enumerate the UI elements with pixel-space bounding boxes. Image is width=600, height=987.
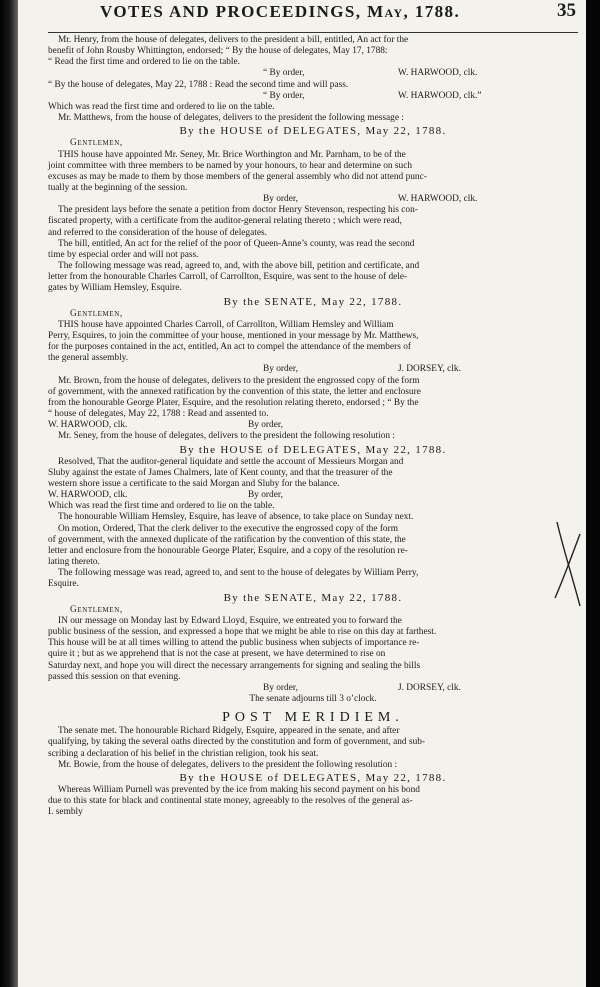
by-order-text: “ By order,	[263, 68, 305, 79]
text-line: Resolved, That the auditor-general liquidate and settle the account of Messieurs Morgan and	[58, 456, 404, 467]
text-line: Perry, Esquires, to join the committee of your house, mentioned in your message by Mr. Matthews,	[48, 331, 419, 342]
text-line: Which was read the first time and ordered to lie on the table.	[48, 101, 275, 112]
text-line: passed this session on that evening.	[48, 671, 181, 682]
salutation: Gentlemen,	[70, 604, 123, 615]
text-line: The following message was read, agreed to, and, with the above bill, petition and certificate, and	[58, 261, 420, 272]
clerk-name: W. HARWOOD, clk.”	[398, 90, 482, 101]
text-line: time by especial order and will not pass.	[48, 249, 199, 260]
text-line: public business of the session, and expressed a hope that we might be able to rise on this day at farthest.	[48, 627, 437, 638]
clerk-name: J. DORSEY, clk.	[398, 682, 461, 693]
text-line: “ Read the first time and ordered to lie on the table.	[48, 57, 240, 68]
document-page	[18, 0, 586, 987]
binding-gutter	[0, 0, 18, 987]
text-line: “ By the house of delegates, May 22, 1788 : Read the second time and will pass.	[48, 79, 349, 90]
by-order-text: By order,	[263, 194, 298, 205]
clerk-name: W. HARWOOD, clk.	[48, 420, 128, 431]
signature-line	[48, 68, 578, 79]
page-text	[48, 2, 578, 819]
text-line: Mr. Matthews, from the house of delegates, delivers to the president the following message :	[58, 113, 404, 124]
salutation: Gentlemen,	[70, 308, 123, 319]
document-body	[48, 35, 578, 819]
by-order-text: “ By order,	[263, 90, 305, 101]
text-line: Which was read the first time and ordered to lie on the table.	[48, 501, 275, 512]
text-line: excuses as may be made to them by those members of the general assembly who did not attend punc-	[48, 171, 427, 182]
text-line: Sluby against the estate of James Chalmers, late of Kent county, and that the treasurer of the	[48, 467, 393, 478]
by-order-text: By order,	[248, 490, 283, 501]
signature-line	[48, 364, 578, 375]
text-line: scribing a declaration of his belief in the christian religion, took his seat.	[48, 748, 319, 759]
signature-line	[48, 683, 578, 694]
text-line: of government, with the annexed duplicate of the ratification by the convention of this state, the	[48, 534, 406, 545]
section-heading: By the HOUSE of DELEGATES, May 22, 1788.	[179, 125, 447, 138]
text-line: from the honourable George Plater, Esquire, and the resolution relating thereto, endorsed ; “ By the	[48, 397, 419, 408]
text-line: letter and enclosure from the honourable George Plater, Esquire, and a copy of the resolution re-	[48, 545, 408, 556]
text-line: and referred to the consideration of the house of delegates.	[48, 227, 267, 238]
text-line: This house will be at all times willing to attend the public business when subjects of importance re-	[48, 638, 420, 649]
text-line: On motion, Ordered, That the clerk deliver to the executive the engrossed copy of the form	[58, 523, 398, 534]
text-line: I. sembly	[48, 807, 83, 818]
text-line: The senate adjourns till 3 o’clock.	[249, 693, 377, 704]
text-line: The senate met. The honourable Richard Ridgely, Esquire, appeared in the senate, and after	[58, 726, 400, 737]
salutation: Gentlemen,	[70, 138, 123, 149]
text-line: the general assembly.	[48, 353, 129, 364]
text-line: due to this state for black and continental state money, agreeably to the resolves of the general as-	[48, 796, 413, 807]
text-line: fiscated property, with a certificate from the auditor-general relating thereto ; which were read,	[48, 216, 402, 227]
handwritten-x-mark	[553, 520, 583, 610]
text-line: of government, with the annexed ratification by the convention of this state, the letter and enclosure	[48, 386, 421, 397]
text-line: gates by William Hemsley, Esquire.	[48, 283, 182, 294]
page-number: 35	[557, 0, 576, 21]
text-line: western shore issue a certificate to the said Morgan and Sluby for the balance.	[48, 479, 340, 490]
section-heading: By the HOUSE of DELEGATES, May 22, 1788.	[179, 771, 447, 784]
signature-line	[48, 91, 578, 102]
running-header	[48, 2, 578, 33]
text-line: The bill, entitled, An act for the relief of the poor of Queen-Anne’s county, was read the second	[58, 238, 415, 249]
clerk-name: J. DORSEY, clk.	[398, 364, 461, 375]
signature-line	[48, 420, 578, 431]
section-heading: By the HOUSE of DELEGATES, May 22, 1788.	[179, 443, 447, 456]
signature-line	[48, 194, 578, 205]
text-line: for the purposes contained in the act, entitled, An act to compel the attendance of the members of	[48, 342, 411, 353]
clerk-name: W. HARWOOD, clk.	[398, 194, 478, 205]
section-heading: By the SENATE, May 22, 1788.	[223, 295, 403, 308]
text-line: THIS house have appointed Charles Carroll, of Carrollton, William Hemsley and William	[58, 319, 394, 330]
text-line: “ house of delegates, May 22, 1788 : Read and assented to.	[48, 409, 269, 420]
text-line: The honourable William Hemsley, Esquire, has leave of absence, to take place on Sunday next.	[58, 512, 414, 523]
text-line: Mr. Henry, from the house of delegates, delivers to the president a bill, entitled, An act for the	[58, 35, 409, 45]
text-line: Mr. Bowie, from the house of delegates, delivers to the president the following resolution :	[58, 759, 398, 770]
text-line: Esquire.	[48, 579, 79, 590]
text-line: letter from the honourable Charles Carroll, of Carrollton, Esquire, was sent to the house of dele-	[48, 272, 408, 283]
text-line: qualifying, by taking the several oaths directed by the constitution and form of government, and sub-	[48, 737, 426, 748]
text-line: Saturday next, and hope you will direct the necessary arrangements for signing and sealing the bills	[48, 660, 421, 671]
header-title: VOTES AND PROCEEDINGS, May, 1788.	[100, 2, 461, 21]
text-line: tually at the beginning of the session.	[48, 183, 188, 193]
clerk-name: W. HARWOOD, clk.	[398, 68, 478, 79]
clerk-name: W. HARWOOD, clk.	[48, 490, 128, 501]
by-order-text: By order,	[248, 420, 283, 431]
text-line: The following message was read, agreed to, and sent to the house of delegates by William Perry,	[58, 568, 419, 579]
text-line: quire it ; but as we apprehend that is not the case at present, we have determined to rise on	[48, 649, 386, 660]
signature-line	[48, 490, 578, 501]
text-line: IN our message on Monday last by Edward Lloyd, Esquire, we entreated you to forward the	[58, 615, 402, 626]
text-line: benefit of John Rousby Whittington, endorsed; “ By the house of delegates, May 17, 1788:	[48, 46, 388, 57]
post-meridiem-heading: POST MERIDIEM.	[222, 710, 404, 726]
text-line: Mr. Brown, from the house of delegates, delivers to the president the engrossed copy of the form	[58, 375, 420, 386]
text-line: lating thereto.	[48, 557, 100, 568]
by-order-text: By order,	[263, 682, 298, 693]
text-line: THIS house have appointed Mr. Seney, Mr. Brice Worthington and Mr. Parnham, to be of the	[58, 149, 406, 160]
section-heading: By the SENATE, May 22, 1788.	[223, 591, 403, 604]
by-order-text: By order,	[263, 364, 298, 375]
text-line: Mr. Seney, from the house of delegates, delivers to the president the following resolution :	[58, 431, 395, 442]
text-line: joint committee with three members to be named by your honours, to hear and determine on such	[48, 160, 413, 171]
text-line: The president lays before the senate a petition from doctor Henry Stevenson, respecting his con-	[58, 205, 418, 216]
text-line: Whereas William Purnell was prevented by the ice from making his second payment on his bond	[58, 785, 420, 796]
